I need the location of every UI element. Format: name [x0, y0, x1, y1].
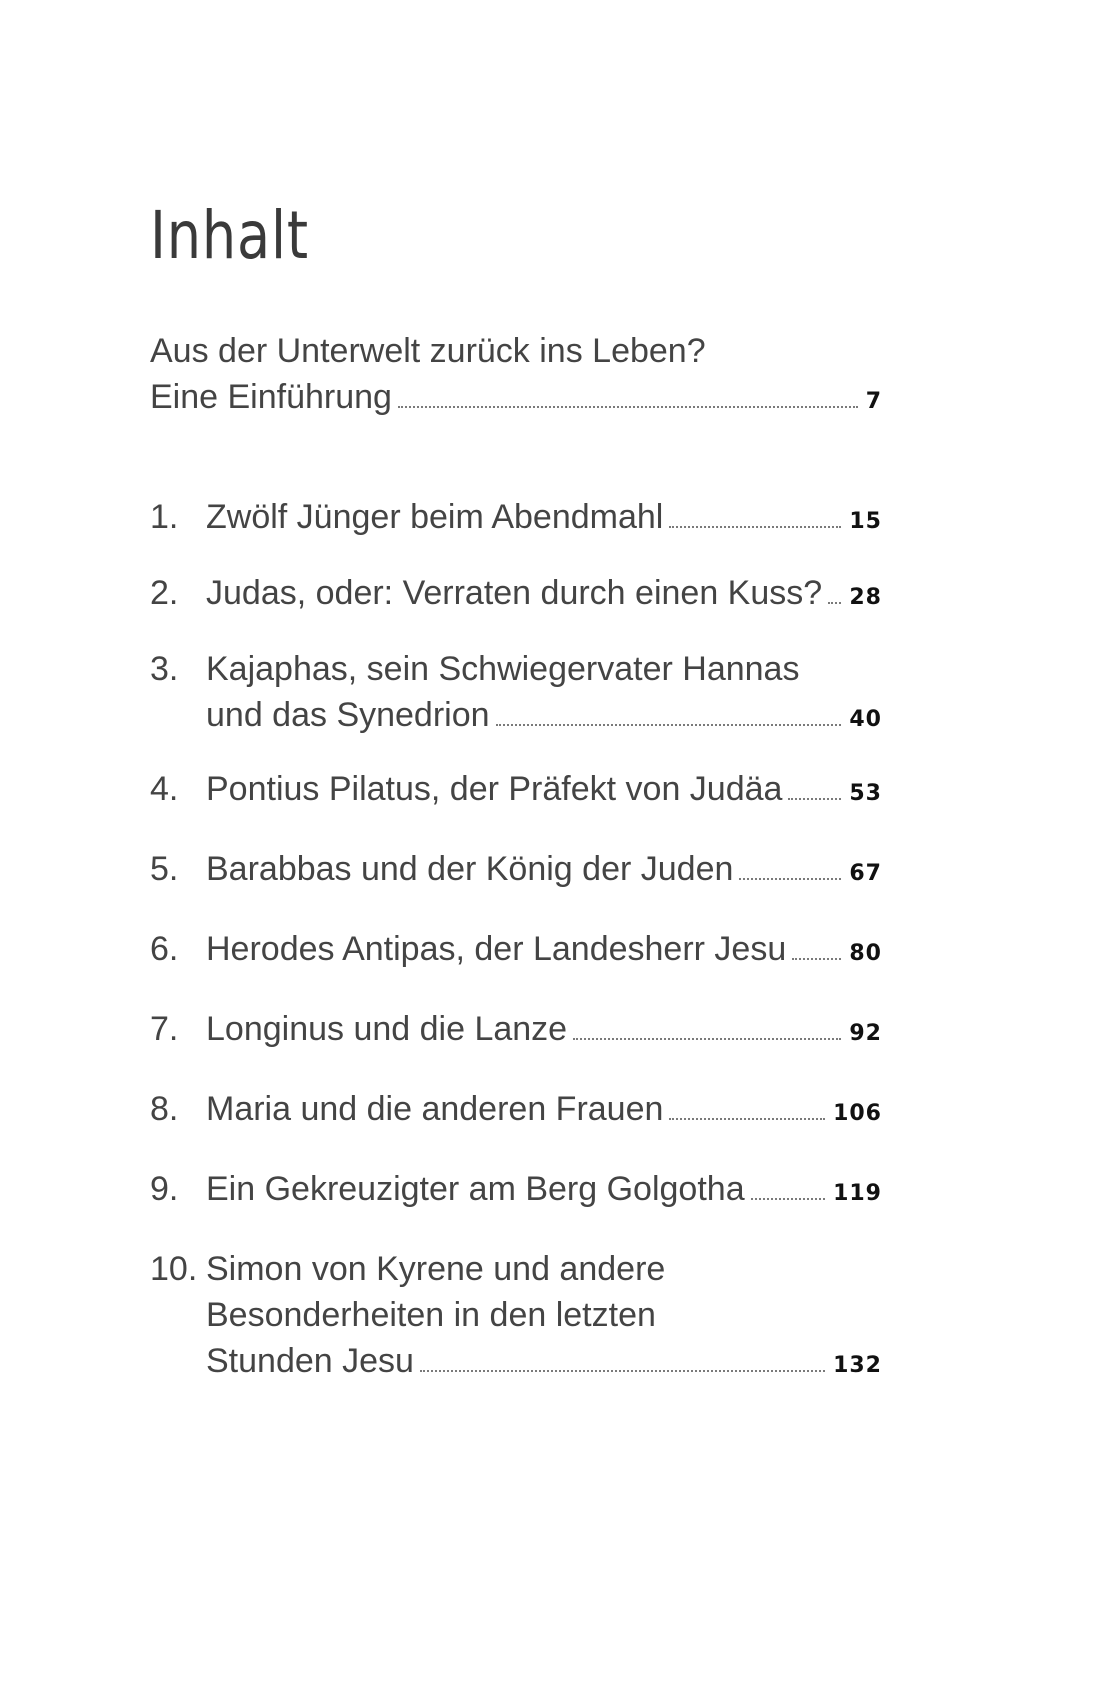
toc-line	[150, 1246, 882, 1292]
toc-entry-title: Eine Einführung	[150, 378, 392, 416]
chapter-number: 9.	[150, 1170, 179, 1208]
dot-leader	[751, 1197, 825, 1200]
dot-leader	[496, 723, 842, 726]
chapter-number: 8.	[150, 1090, 179, 1128]
toc-page-number: 28	[849, 585, 882, 610]
toc-entry-title: Judas, oder: Verraten durch einen Kuss?	[206, 574, 823, 612]
toc-line	[150, 1292, 882, 1338]
toc-line	[150, 1166, 882, 1212]
dot-leader	[669, 1117, 825, 1120]
toc-entry-chapter-10[interactable]	[150, 1246, 882, 1384]
chapter-number: 6.	[150, 930, 179, 968]
toc-entry-title: Barabbas und der König der Juden	[206, 850, 734, 888]
toc-entry-title: Besonderheiten in den letzten	[206, 1296, 656, 1334]
toc-line	[150, 692, 882, 738]
toc-line	[150, 1006, 882, 1052]
toc-entry-title: Longinus und die Lanze	[206, 1010, 568, 1048]
toc-page-number: 7	[865, 389, 882, 414]
toc-line	[150, 374, 882, 420]
dot-leader	[739, 877, 841, 880]
dot-leader	[573, 1037, 841, 1040]
toc-page-number: 106	[833, 1101, 882, 1126]
toc-page-number: 53	[849, 781, 882, 806]
toc-entry-title: Simon von Kyrene und andere	[206, 1250, 666, 1288]
dot-leader	[420, 1369, 825, 1372]
toc-entry-intro[interactable]	[150, 328, 882, 420]
dot-leader	[669, 525, 841, 528]
toc-line	[150, 494, 882, 540]
toc-entry-chapter-7[interactable]	[150, 1006, 882, 1052]
toc-entry-chapter-9[interactable]	[150, 1166, 882, 1212]
toc-entry-chapter-6[interactable]	[150, 926, 882, 972]
toc-entry-title: Pontius Pilatus, der Präfekt von Judäa	[206, 770, 783, 808]
toc-entry-title: Zwölf Jünger beim Abendmahl	[206, 498, 664, 536]
toc-page-number: 15	[849, 509, 882, 534]
chapter-number: 4.	[150, 770, 179, 808]
toc-page-number: 67	[849, 861, 882, 886]
toc-line	[150, 646, 882, 692]
chapter-number: 1.	[150, 498, 179, 536]
toc-entry-title: Kajaphas, sein Schwiegervater Hannas	[206, 650, 800, 688]
toc-entry-chapter-1[interactable]	[150, 494, 882, 540]
chapter-number: 3.	[150, 650, 179, 688]
chapter-number: 10.	[150, 1250, 198, 1288]
dot-leader	[398, 405, 858, 408]
toc-entry-chapter-2[interactable]	[150, 570, 882, 616]
chapter-number: 2.	[150, 574, 179, 612]
toc-page-number: 40	[849, 707, 882, 732]
toc-entry-chapter-4[interactable]	[150, 766, 882, 812]
toc-entry-chapter-5[interactable]	[150, 846, 882, 892]
toc-entry-title: Ein Gekreuzigter am Berg Golgotha	[206, 1170, 745, 1208]
toc-page-number: 80	[849, 941, 882, 966]
page-title: Inhalt	[150, 197, 309, 274]
toc-line	[150, 570, 882, 616]
toc-page-number: 132	[833, 1353, 882, 1378]
toc-line	[150, 926, 882, 972]
toc-line	[150, 766, 882, 812]
toc-entry-title: Maria und die anderen Frauen	[206, 1090, 664, 1128]
dot-leader	[792, 957, 841, 960]
toc-entry-title: und das Synedrion	[206, 696, 490, 734]
toc-entry-title: Herodes Antipas, der Landesherr Jesu	[206, 930, 787, 968]
toc-entry-chapter-3[interactable]	[150, 646, 882, 738]
toc-entry-chapter-8[interactable]	[150, 1086, 882, 1132]
toc-line	[150, 328, 882, 374]
chapter-number: 7.	[150, 1010, 179, 1048]
toc-line	[150, 1086, 882, 1132]
dot-leader	[788, 797, 841, 800]
toc-page-number: 119	[833, 1181, 882, 1206]
toc-entry-title: Stunden Jesu	[206, 1342, 414, 1380]
toc-page-number: 92	[849, 1021, 882, 1046]
dot-leader	[828, 601, 841, 604]
toc-entry-title: Aus der Unterwelt zurück ins Leben?	[150, 332, 706, 370]
toc-line	[150, 1338, 882, 1384]
toc-line	[150, 846, 882, 892]
chapter-number: 5.	[150, 850, 179, 888]
